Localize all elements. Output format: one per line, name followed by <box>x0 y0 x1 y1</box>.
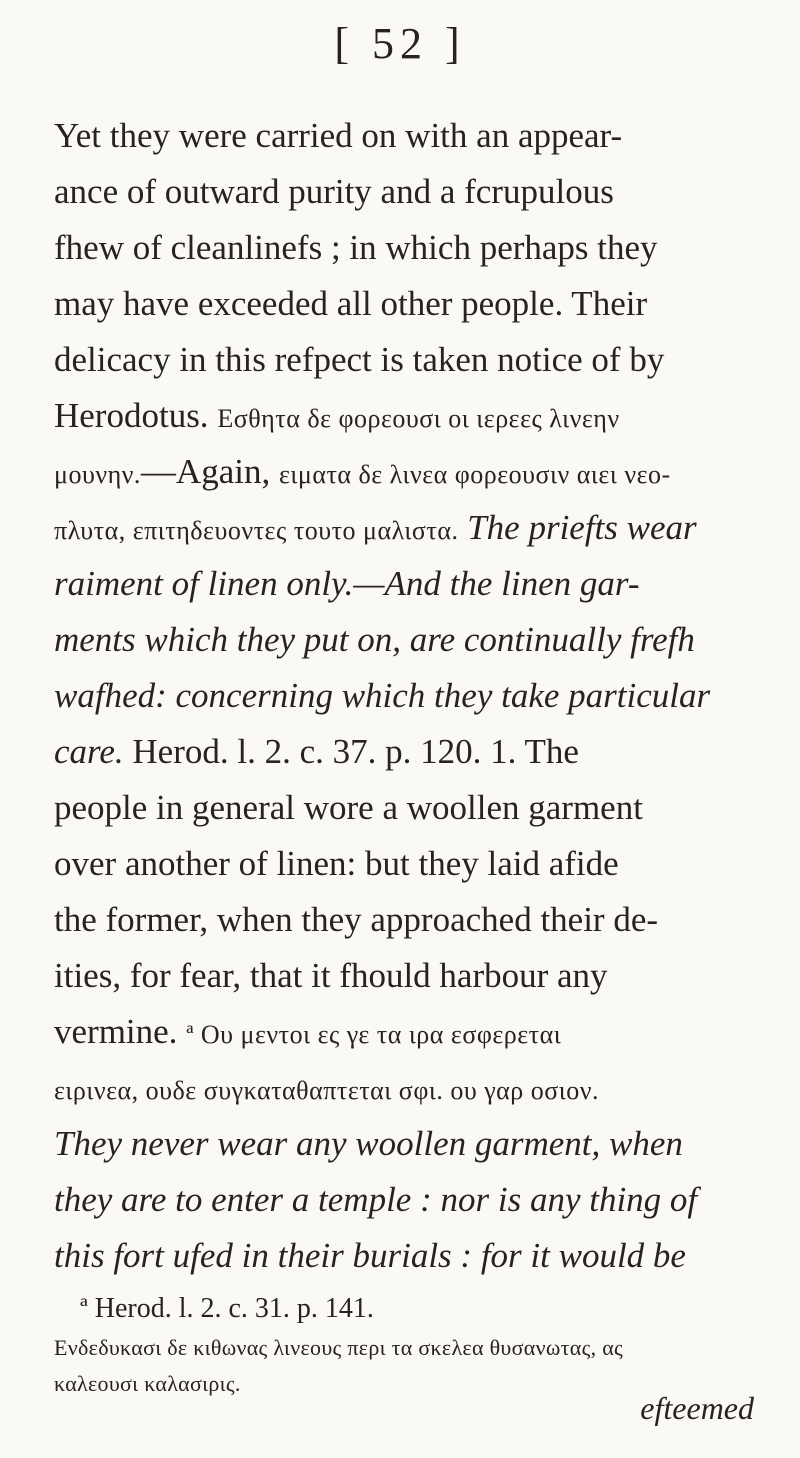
text-line <box>54 1060 754 1116</box>
greek-quote: μουνην. <box>54 460 141 489</box>
text-line: may have exceeded all other people. Their <box>54 284 648 323</box>
text-line <box>54 500 754 556</box>
text-line: Yet they were carried on with an appear- <box>54 116 623 155</box>
text-run: Herodotus. <box>54 396 209 435</box>
text-line: ance of outward purity and a fcrupulous <box>54 172 614 211</box>
footnotes <box>54 1288 754 1402</box>
text-run: —Again, <box>140 452 271 491</box>
footnote-reference: ª Herod. l. 2. c. 31. p. 141. <box>80 1293 374 1324</box>
greek-quote: Εσθητα δε φορεουσι οι ιερεες λινεην <box>217 404 620 433</box>
catchword: efteemed <box>640 1390 754 1426</box>
text-line: fhew of cleanlinefs ; in which perhaps they <box>54 228 658 267</box>
footnote-greek: καλεουσι καλασιρις. <box>54 1371 241 1396</box>
text-run: vermine. <box>54 1012 178 1051</box>
greek-quote: ª Ου μεντοι ες γε τα ιρα εσφερεται <box>186 1020 562 1049</box>
text-line: delicacy in this refpect is taken notice of by <box>54 340 665 379</box>
text-line <box>54 1004 754 1060</box>
footnote-greek: Ενδεδυκασι δε κιθωνας λινεους περι τα σκελεα θυσανωτας, ας <box>54 1335 624 1360</box>
italic-translation: they are to enter a temple : nor is any thing of <box>54 1180 698 1219</box>
text-line: the former, when they approached their de- <box>54 900 659 939</box>
text-line <box>54 724 754 780</box>
text-line: over another of linen: but they laid afide <box>54 844 619 883</box>
greek-quote: ειματα δε λινεα φορεουσιν αιει νεο- <box>278 460 671 489</box>
italic-translation: care. <box>54 732 124 771</box>
italic-translation: wafhed: concerning which they take particular <box>54 676 711 715</box>
greek-quote: πλυτα, επιτηδευοντες τουτο μαλιστα. <box>54 516 459 545</box>
italic-translation: this fort ufed in their burials : for it would be <box>54 1236 686 1275</box>
text-line <box>54 388 754 444</box>
italic-translation: They never wear any woollen garment, when <box>54 1124 683 1163</box>
greek-quote: ειρινεα, ουδε συγκαταθαπτεται σφι. ου γαρ οσιον. <box>54 1076 600 1105</box>
italic-translation: The priefts wear <box>467 508 697 547</box>
page-number: [ 52 ] <box>334 19 466 68</box>
main-text-block <box>54 108 754 1284</box>
citation: Herod. l. 2. c. 37. p. 120. 1. The <box>132 732 579 771</box>
text-line: people in general wore a woollen garment <box>54 788 643 827</box>
italic-translation: ments which they put on, are continually frefh <box>54 620 695 659</box>
text-line: ities, for fear, that it fhould harbour any <box>54 956 608 995</box>
italic-translation: raiment of linen only.—And the linen gar- <box>54 564 640 603</box>
text-line <box>54 444 754 500</box>
